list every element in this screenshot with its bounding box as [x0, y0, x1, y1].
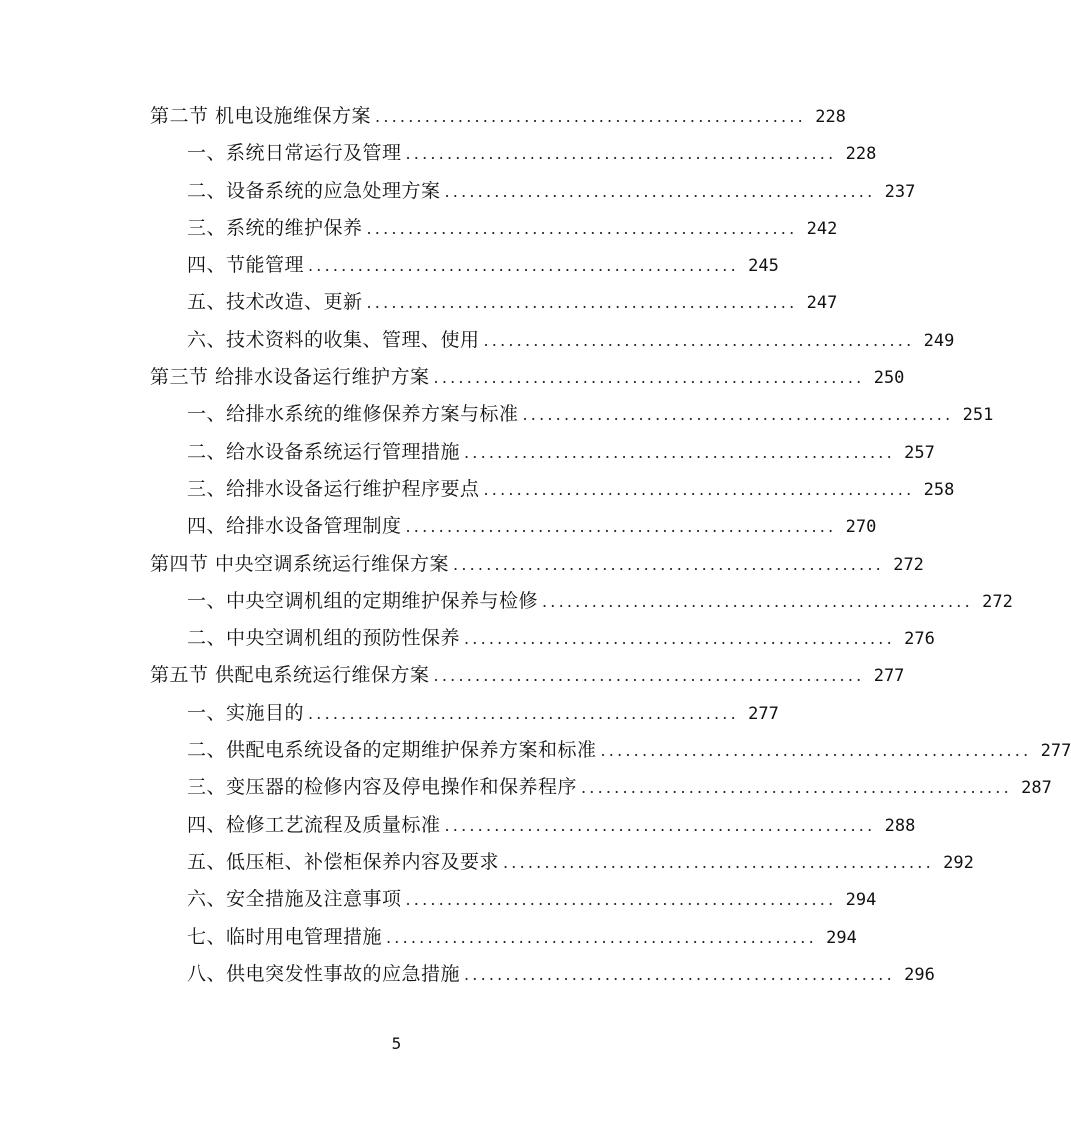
toc-entry-page: 288 — [884, 815, 916, 836]
toc-subsection-entry[interactable] — [150, 287, 838, 324]
toc-dot-leader: .................................................... — [433, 666, 865, 686]
toc-entry-page: 245 — [748, 256, 779, 277]
toc-entry-label: 二、供配电系统设备的定期维护保养方案和标准 — [187, 739, 597, 762]
toc-dot-leader: .................................................... — [405, 890, 837, 910]
toc-entry-page: 294 — [845, 890, 877, 911]
toc-entry-label: 四、节能管理 — [187, 254, 305, 277]
toc-subsection-entry[interactable] — [150, 138, 877, 175]
toc-entry-page: 249 — [923, 330, 955, 351]
toc-dot-leader: .................................................... — [453, 554, 884, 574]
toc-entry-label: 第二节 机电设施维保方案 — [150, 105, 372, 127]
toc-entry-page: 277 — [873, 666, 905, 687]
toc-entry-page: 294 — [826, 927, 857, 948]
toc-entry-label: 三、变压器的检修内容及停电操作和保养程序 — [187, 776, 578, 799]
toc-dot-leader: .................................................... — [308, 703, 739, 723]
toc-subsection-entry[interactable] — [150, 810, 916, 847]
toc-subsection-entry[interactable] — [150, 772, 1052, 809]
toc-dot-leader: .................................................... — [366, 293, 798, 313]
toc-dot-leader: .................................................... — [503, 852, 934, 872]
toc-entry-label: 六、技术资料的收集、管理、使用 — [187, 328, 480, 351]
toc-subsection-entry[interactable] — [150, 437, 935, 474]
toc-dot-leader: .................................................... — [444, 181, 876, 201]
toc-section-entry[interactable] — [150, 660, 905, 697]
toc-subsection-entry[interactable] — [150, 325, 955, 362]
toc-dot-leader: .................................................... — [405, 144, 837, 164]
toc-subsection-entry[interactable] — [150, 474, 955, 511]
toc-entry-label: 四、给排水设备管理制度 — [187, 515, 402, 538]
toc-entry-label: 一、中央空调机组的定期维护保养与检修 — [187, 589, 539, 612]
toc-entry-label: 二、中央空调机组的预防性保养 — [187, 627, 461, 650]
toc-entry-page: 277 — [1040, 741, 1071, 762]
toc-subsection-entry[interactable] — [150, 586, 1013, 623]
toc-section-entry[interactable] — [150, 101, 846, 138]
toc-entry-page: 272 — [893, 554, 924, 575]
toc-entry-page: 292 — [943, 852, 974, 873]
toc-dot-leader: .................................................... — [366, 218, 798, 238]
toc-dot-leader: .................................................... — [464, 629, 895, 649]
toc-entry-page: 270 — [845, 517, 877, 538]
toc-entry-page: 296 — [904, 964, 935, 985]
toc-entry-page: 250 — [873, 368, 905, 389]
toc-entry-label: 一、系统日常运行及管理 — [187, 142, 402, 165]
toc-entry-label: 一、实施目的 — [187, 701, 305, 724]
toc-entry-page: 242 — [806, 218, 838, 239]
toc-dot-leader: .................................................... — [464, 964, 895, 984]
toc-dot-leader: .................................................... — [483, 479, 915, 499]
toc-entry-page: 272 — [982, 591, 1013, 612]
toc-section-entry[interactable] — [150, 549, 924, 586]
toc-dot-leader: .................................................... — [433, 368, 865, 388]
toc-dot-leader: .................................................... — [375, 107, 806, 126]
toc-entry-label: 第四节 中央空调系统运行维保方案 — [150, 552, 450, 575]
toc-subsection-entry[interactable] — [150, 922, 857, 959]
toc-entry-page: 257 — [904, 442, 935, 463]
toc-dot-leader: .................................................... — [308, 256, 739, 276]
toc-dot-leader: .................................................... — [483, 330, 915, 350]
toc-entry-page: 237 — [884, 181, 916, 202]
toc-entry-label: 第三节 给排水设备运行维护方案 — [150, 366, 430, 389]
toc-entry-label: 三、给排水设备运行维护程序要点 — [187, 477, 480, 500]
toc-entry-page: 228 — [815, 107, 846, 127]
toc-entry-label: 三、系统的维护保养 — [187, 216, 363, 239]
toc-dot-leader: .................................................... — [542, 591, 973, 611]
toc-dot-leader: .................................................... — [581, 778, 1012, 798]
toc-subsection-entry[interactable] — [150, 399, 994, 436]
toc-dot-leader: .................................................... — [386, 927, 817, 947]
toc-entry-label: 一、给排水系统的维修保养方案与标准 — [187, 403, 519, 426]
toc-subsection-entry[interactable] — [150, 213, 838, 250]
page-number: 5 — [391, 1034, 402, 1053]
toc-entry-page: 247 — [806, 293, 838, 314]
toc-dot-leader: .................................................... — [405, 517, 837, 537]
toc-subsection-entry[interactable] — [150, 847, 974, 884]
toc-entry-page: 276 — [904, 629, 935, 650]
toc-subsection-entry[interactable] — [150, 623, 935, 660]
toc-dot-leader: .................................................... — [444, 815, 876, 835]
toc-entry-label: 二、给水设备系统运行管理措施 — [187, 440, 461, 463]
toc-entry-label: 八、供电突发性事故的应急措施 — [187, 962, 461, 985]
toc-subsection-entry[interactable] — [150, 735, 1071, 772]
toc-entry-page: 287 — [1021, 778, 1052, 799]
table-of-contents — [150, 101, 1071, 996]
toc-entry-page: 251 — [962, 405, 994, 426]
toc-entry-label: 二、设备系统的应急处理方案 — [187, 179, 441, 202]
toc-section-entry[interactable] — [150, 362, 905, 399]
toc-dot-leader: .................................................... — [464, 442, 895, 462]
toc-subsection-entry[interactable] — [150, 959, 935, 996]
toc-subsection-entry[interactable] — [150, 250, 779, 287]
toc-subsection-entry[interactable] — [150, 884, 877, 921]
toc-entry-label: 第五节 供配电系统运行维保方案 — [150, 664, 430, 687]
toc-entry-label: 七、临时用电管理措施 — [187, 925, 383, 948]
toc-subsection-entry[interactable] — [150, 698, 779, 735]
toc-entry-label: 四、检修工艺流程及质量标准 — [187, 813, 441, 836]
toc-entry-label: 五、低压柜、补偿柜保养内容及要求 — [187, 850, 500, 873]
toc-dot-leader: .................................................... — [522, 405, 954, 425]
toc-subsection-entry[interactable] — [150, 176, 916, 213]
toc-subsection-entry[interactable] — [150, 511, 877, 548]
toc-entry-label: 五、技术改造、更新 — [187, 291, 363, 314]
toc-entry-page: 258 — [923, 479, 955, 500]
toc-dot-leader: .................................................... — [600, 741, 1032, 761]
toc-entry-page: 277 — [748, 703, 779, 724]
toc-entry-label: 六、安全措施及注意事项 — [187, 888, 402, 911]
toc-entry-page: 228 — [845, 144, 877, 165]
